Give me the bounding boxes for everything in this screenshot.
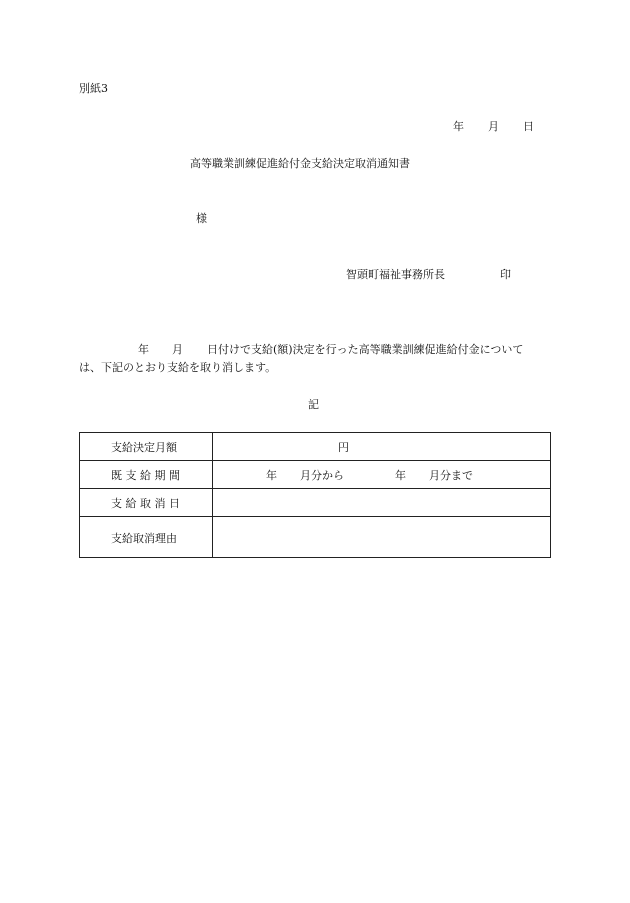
label-cancel-date: 支 給 取 消 日 [111, 497, 180, 510]
body-month: 月 [172, 343, 183, 356]
details-table [79, 432, 551, 558]
column-divider [212, 433, 213, 557]
period-from-month: 月分から [300, 469, 344, 482]
body-line1: 日付けで支給(額)決定を行った高等職業訓練促進給付金について [207, 343, 524, 356]
row-divider [80, 460, 550, 461]
period-from-year: 年 [266, 469, 277, 482]
period-to-month: 月分まで [429, 469, 473, 482]
document-title: 高等職業訓練促進給付金支給決定取消通知書 [190, 157, 410, 170]
row-divider [80, 516, 550, 517]
label-paid-period: 既 支 給 期 間 [111, 469, 180, 482]
body-year: 年 [138, 343, 149, 356]
monthly-amount-unit: 円 [338, 441, 349, 454]
period-to-year: 年 [395, 469, 406, 482]
record-label: 記 [308, 398, 319, 411]
sender-name: 智頭町福祉事務所長 [346, 268, 445, 281]
label-cancel-reason: 支給取消理由 [111, 532, 177, 545]
row-divider [80, 488, 550, 489]
label-monthly-amount: 支給決定月額 [111, 441, 177, 454]
body-line2: は、下記のとおり支給を取り消します。 [79, 361, 277, 374]
recipient-suffix: 様 [196, 212, 207, 225]
date-day: 日 [523, 120, 534, 133]
date-year: 年 [453, 120, 464, 133]
attachment-label: 別紙3 [79, 82, 108, 95]
date-month: 月 [488, 120, 499, 133]
seal-mark: 印 [500, 268, 511, 281]
